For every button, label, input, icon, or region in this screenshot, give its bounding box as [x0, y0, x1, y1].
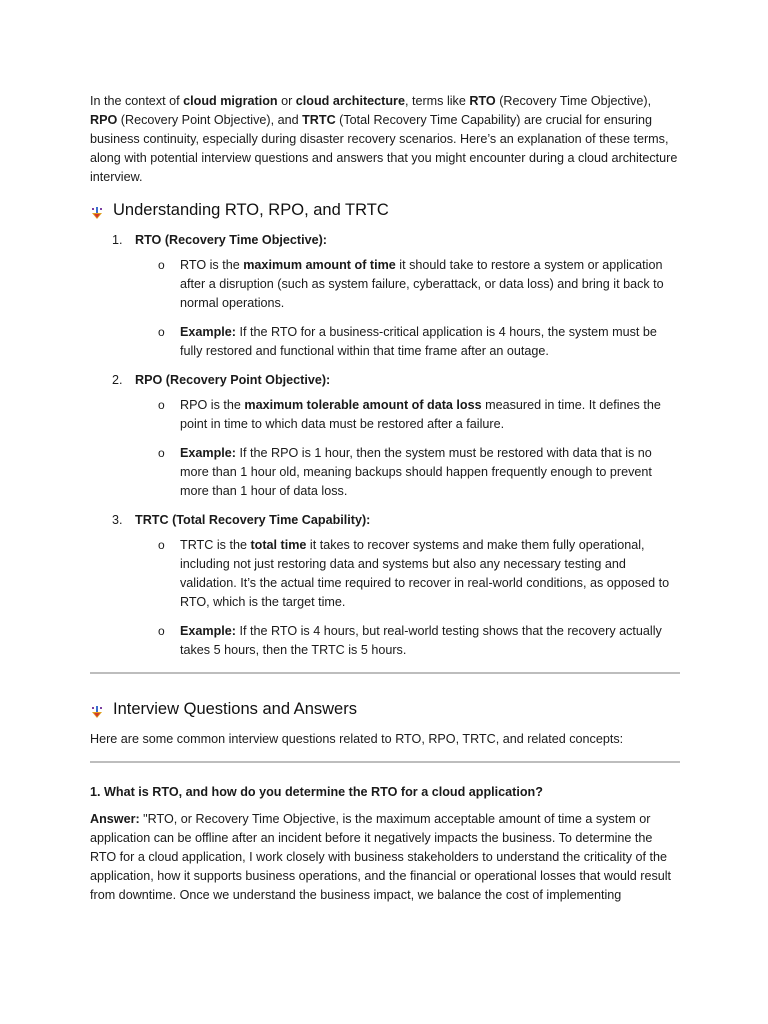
bullet-mark: o — [158, 446, 165, 460]
bullet-text — [180, 622, 680, 660]
question-title: 1. What is RTO, and how do you determine the RTO for a cloud application? — [90, 785, 543, 799]
intro-text: (Recovery Point Objective), and — [117, 113, 303, 127]
horizontal-rule — [90, 761, 680, 763]
text: If the RPO is 1 hour, then the system must be restored with data that is no more than 1 hour old, meaning backups should happen frequently enough to prevent more than 1 hour of data loss. — [180, 446, 652, 498]
intro-bold: RPO — [90, 113, 118, 127]
bold-text: Example: — [180, 624, 236, 638]
bullet-mark: o — [158, 398, 165, 412]
answer-text: "RTO, or Recovery Time Objective, is the maximum acceptable amount of time a system or application can be offline after an incident before it negatively impacts the business. To determine the RTO for a cloud application, I work closely with business stakeholders to understand the criticality of the application, how it supports business operations, and the financial or operational losses that would result from downtime. Once we understand the business impact, we balance the cost of implementing — [90, 812, 672, 902]
bullet-text — [180, 444, 680, 501]
sub-bullets-trtc — [90, 536, 680, 660]
text: it should take to restore a system or application after a disruption (such as system failure, cyberattack, or data loss) and bring it back to normal operations. — [180, 258, 664, 310]
bullet-text — [180, 536, 680, 612]
arrow-down-icon — [90, 204, 104, 218]
intro-text: or — [277, 94, 296, 108]
section-heading-text: Understanding RTO, RPO, and TRTC — [113, 201, 389, 219]
list-number: 2. — [112, 373, 123, 387]
sub-bullet — [90, 444, 680, 501]
bold-text: maximum amount of time — [243, 258, 396, 272]
answer-label: Answer: — [90, 812, 140, 826]
sub-bullets-rpo — [90, 396, 680, 501]
list-item-rpo — [90, 371, 680, 390]
intro-paragraph — [90, 92, 680, 187]
text: RPO is the — [180, 398, 245, 412]
section-intro-text: Here are some common interview questions related to RTO, RPO, TRTC, and related concepts: — [90, 732, 624, 746]
answer-paragraph — [90, 810, 680, 905]
intro-text: (Total Recovery Time Capability) are crucial for ensuring business continuity, especially during disaster recovery scenarios. Here’s an explanation of these terms, along with potential interview questions and answers that you might encounter during a cloud architecture interview. — [90, 113, 678, 184]
list-item-title: TRTC (Total Recovery Time Capability): — [135, 513, 371, 527]
intro-text: , terms like — [404, 94, 470, 108]
text: measured in time. It defines the point in time to which data must be restored after a failure. — [180, 398, 661, 431]
bullet-mark: o — [158, 624, 165, 638]
bold-text: Example: — [180, 446, 236, 460]
sub-bullet — [90, 256, 680, 313]
text: If the RTO is 4 hours, but real-world testing shows that the recovery actually takes 5 hours, then the TRTC is 5 hours. — [180, 624, 662, 657]
text: it takes to recover systems and make them fully operational, including not just restoring data and systems but also any necessary testing and validation. It’s the actual time required to recover in real-world conditions, as opposed to RTO, which is the target time. — [180, 538, 670, 609]
sub-bullets-rto — [90, 256, 680, 361]
bullet-text — [180, 323, 680, 361]
intro-text: In the context of — [90, 94, 184, 108]
section-heading-understanding — [90, 199, 680, 221]
document-content — [90, 92, 680, 905]
bold-text: total time — [250, 538, 307, 552]
list-number: 1. — [112, 233, 123, 247]
sub-bullet — [90, 396, 680, 434]
list-item-trtc — [90, 511, 680, 530]
list-item-rto — [90, 231, 680, 250]
sub-bullet — [90, 536, 680, 612]
intro-bold: RTO — [469, 94, 496, 108]
horizontal-rule — [90, 672, 680, 674]
list-number: 3. — [112, 513, 123, 527]
section-heading-interview — [90, 698, 680, 720]
text: If the RTO for a business-critical application is 4 hours, the system must be fully restored and functional within that time frame after an outage. — [180, 325, 657, 358]
bullet-mark: o — [158, 538, 165, 552]
bold-text: maximum tolerable amount of data loss — [244, 398, 482, 412]
intro-text: (Recovery Time Objective), — [495, 94, 652, 108]
bold-text: Example: — [180, 325, 236, 339]
bullet-mark: o — [158, 325, 165, 339]
list-item-title: RPO (Recovery Point Objective): — [135, 373, 331, 387]
text: TRTC is the — [180, 538, 251, 552]
arrow-down-icon — [90, 703, 104, 717]
sub-bullet — [90, 622, 680, 660]
sub-bullet — [90, 323, 680, 361]
bullet-text — [180, 396, 680, 434]
bullet-text — [180, 256, 680, 313]
section-heading-text: Interview Questions and Answers — [113, 700, 357, 718]
bullet-mark: o — [158, 258, 165, 272]
intro-bold: cloud architecture — [295, 94, 405, 108]
intro-bold: TRTC — [302, 113, 336, 127]
intro-bold: cloud migration — [183, 94, 278, 108]
text: RTO is the — [180, 258, 244, 272]
list-item-title: RTO (Recovery Time Objective): — [135, 233, 328, 247]
